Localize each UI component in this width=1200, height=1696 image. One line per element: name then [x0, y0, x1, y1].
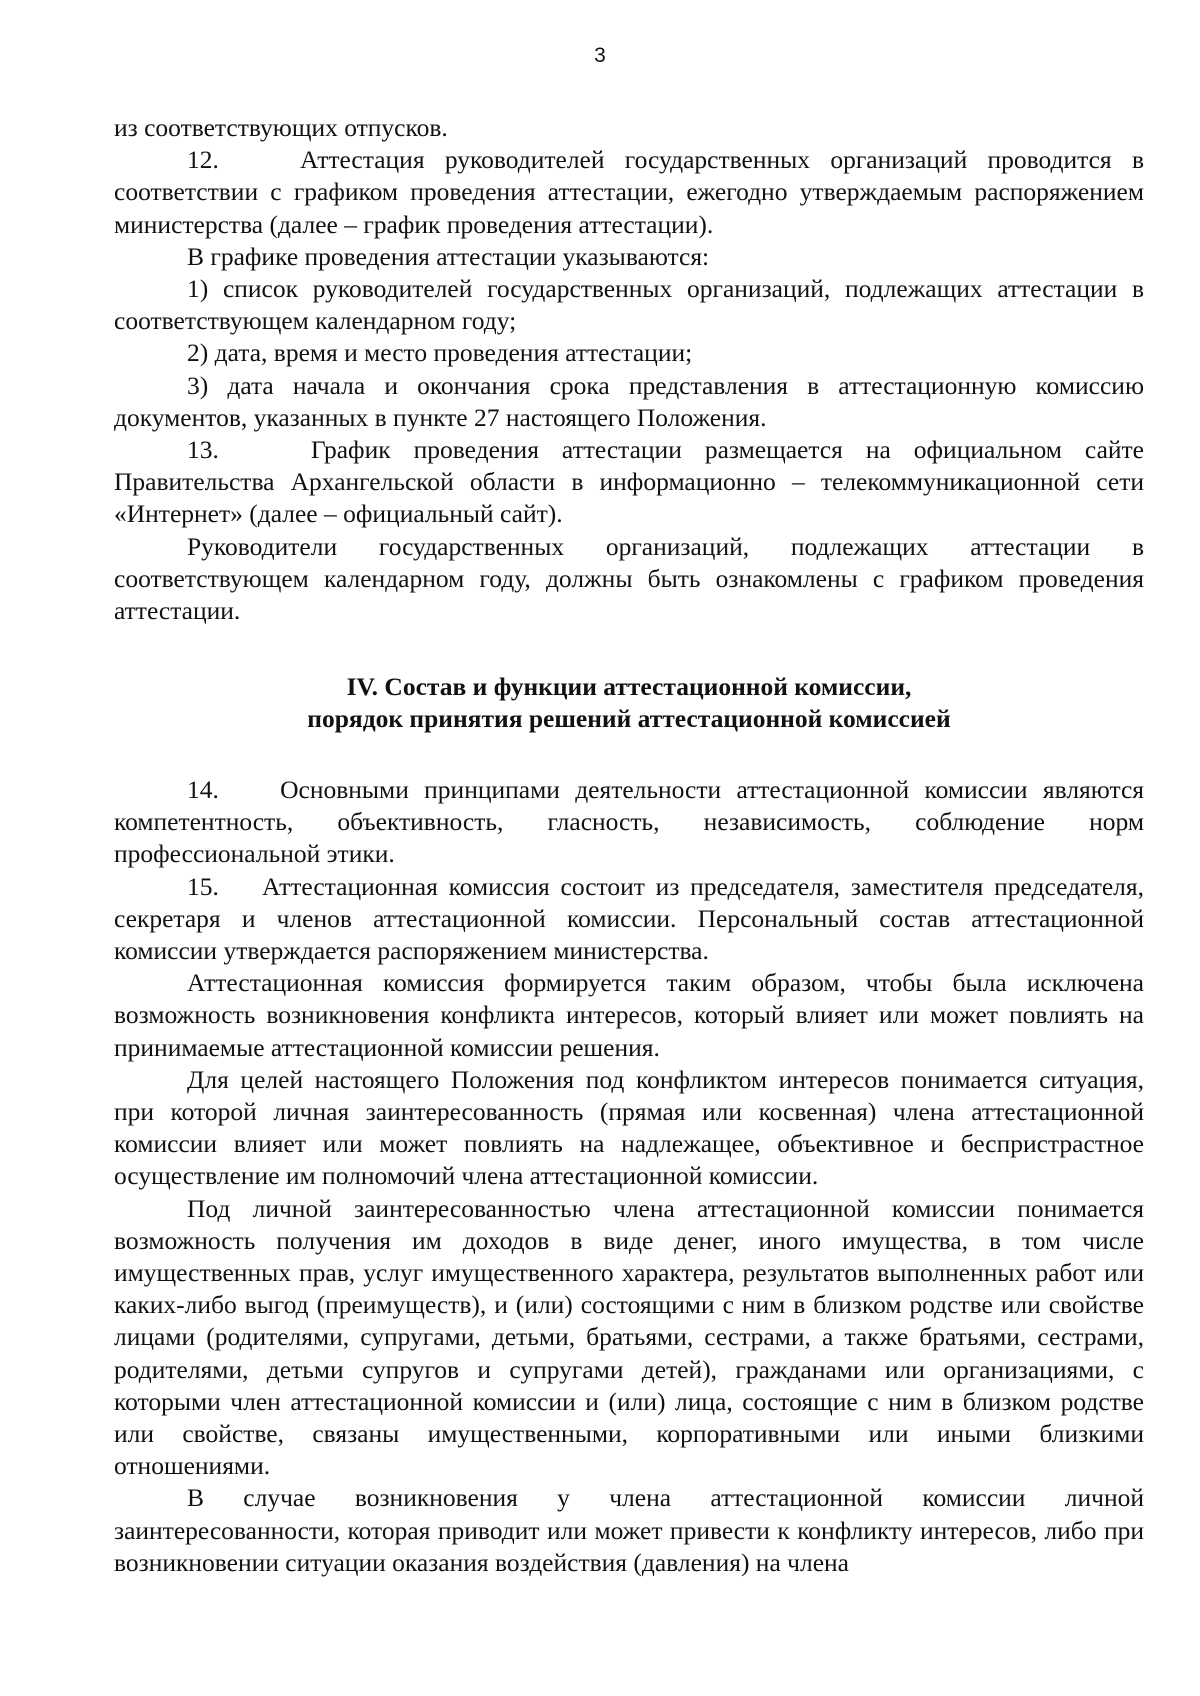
list-item: 3) дата начала и окончания срока представления в аттестационную комиссию документов, указанных в пункте 27 настоящего Положения.	[114, 370, 1144, 432]
paragraph-item-15: 15. Аттестационная комиссия состоит из председателя, заместителя председателя, секретаря и членов аттестационной комиссии. Персональный состав аттестационной комиссии утверждается распоряжением министерства.	[114, 871, 1144, 966]
text-block-part1	[114, 112, 1144, 627]
paragraph: Для целей настоящего Положения под конфликтом интересов понимается ситуация, при которой личная заинтересованность (прямая или косвенная) члена аттестационной комиссии влияет или может повлиять на надлежащее, объективное и беспристрастное осуществление им полномочий члена аттестационной комиссии.	[114, 1064, 1144, 1191]
list-item: 2) дата, время и место проведения аттестации;	[187, 338, 693, 368]
paragraph: В графике проведения аттестации указываются:	[187, 241, 710, 271]
paragraph-item-14: 14. Основными принципами деятельности аттестационной комиссии являются компетентность, объективность, гласность, независимость, соблюдение норм профессиональной этики.	[114, 775, 1144, 869]
paragraph: Руководители государственных организаций, подлежащих аттестации в соответствующем календарном году, должны быть ознакомлены с графиком проведения аттестации.	[114, 531, 1144, 626]
paragraph: В случае возникновения у члена аттестационной комиссии личной заинтересованности, которая приводит или может привести к конфликту интересов, либо при возникновении ситуации оказания воздействия (давления) на члена	[114, 1483, 1144, 1577]
section-heading-line2: порядок принятия решений аттестационной комиссией	[307, 704, 951, 734]
page-number: 3	[594, 44, 606, 67]
list-item: 1) список руководителей государственных организаций, подлежащих аттестации в соответствующем календарном году;	[114, 274, 1144, 336]
text-block-part2	[114, 774, 1144, 1579]
paragraph: из соответствующих отпусков.	[114, 113, 448, 142]
paragraph-item-12: 12. Аттестация руководителей государственных организаций проводится в соответствии с графиком проведения аттестации, ежегодно утверждаемым распоряжением министерства (далее – график проведения аттестации).	[114, 145, 1144, 239]
section-heading	[114, 671, 1144, 735]
paragraph: Под личной заинтересованностью члена аттестационной комиссии понимается возможность получения им доходов в виде денег, иного имущества, в том числе имущественных прав, услуг имущественного характера, результатов выполненных работ или каких-либо выгод (преимуществ), и (или) состоящими с ним в близком родстве или свойстве лицами (родителями, супругами, детьми, братьями, сестрами, а также братьями, сестрами, родителями, детьми супругов и супругами детей), гражданами или организациями, с которыми член аттестационной комиссии и (или) лица, состоящие с ним в близком родстве или свойстве, связаны имущественными, корпоративными или иными близкими отношениями.	[114, 1193, 1144, 1481]
section-heading-line1: IV. Состав и функции аттестационной комиссии,	[346, 672, 912, 701]
paragraph-item-13: 13. График проведения аттестации размещается на официальном сайте Правительства Архангельской области в информационно – телекоммуникационной сети «Интернет» (далее – официальный сайт).	[114, 435, 1144, 529]
paragraph: Аттестационная комиссия формируется таким образом, чтобы была исключена возможность возникновения конфликта интересов, который влияет или может повлиять на принимаемые аттестационной комиссии решения.	[114, 968, 1144, 1062]
